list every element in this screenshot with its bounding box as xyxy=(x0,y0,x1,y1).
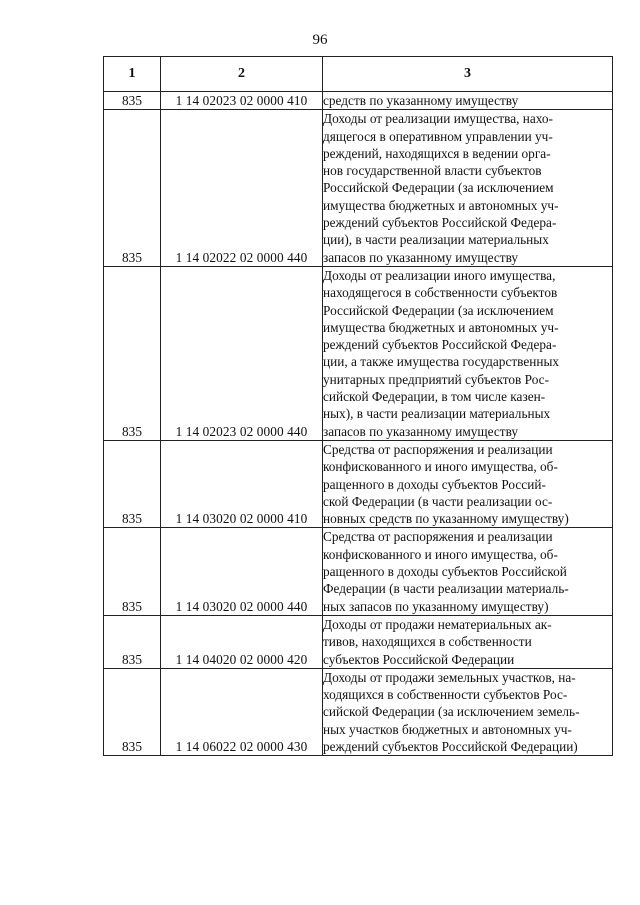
description-line: нов государственной власти субъектов xyxy=(323,163,542,179)
administrator-code-cell: 835 xyxy=(104,92,161,110)
description-line: ращенного в доходы субъектов Россий- xyxy=(323,476,546,492)
description-line: имущества бюджетных и автономных уч- xyxy=(323,197,559,213)
table-row xyxy=(104,440,613,527)
administrator-code-cell: 835 xyxy=(104,110,161,267)
description-line: дящегося в оперативном управлении уч- xyxy=(323,128,553,144)
description-line: унитарных предприятий субъектов Рос- xyxy=(323,371,550,387)
description-line: запасов по указанному имуществу xyxy=(323,423,519,439)
table-body xyxy=(104,92,613,756)
description-line: ных участков бюджетных и автономных уч- xyxy=(323,721,572,737)
description-line: конфискованного и иного имущества, об- xyxy=(323,459,558,475)
description-line: Доходы от реализации имущества, нахо- xyxy=(323,111,553,127)
description-line: сийской Федерации, в том числе казен- xyxy=(323,389,546,405)
revenue-description-cell xyxy=(323,528,613,615)
description-line: средств по указанному имуществу xyxy=(323,93,519,108)
revenue-description-cell xyxy=(323,668,613,755)
description-line: Средства от распоряжения и реализации xyxy=(323,441,553,457)
revenue-code-cell: 1 14 02023 02 0000 440 xyxy=(161,266,323,440)
description-line: реждений субъектов Российской Федера- xyxy=(323,337,557,353)
description-line: ходящихся в собственности субъектов Рос- xyxy=(323,687,568,703)
revenue-code-cell: 1 14 03020 02 0000 410 xyxy=(161,440,323,527)
revenue-code-cell: 1 14 02022 02 0000 440 xyxy=(161,110,323,267)
table-row xyxy=(104,266,613,440)
revenue-code-cell: 1 14 02023 02 0000 410 xyxy=(161,92,323,110)
column-header-2: 2 xyxy=(161,57,323,92)
description-line: тивов, находящихся в собственности xyxy=(323,634,532,650)
description-line: сийской Федерации (за исключением земель- xyxy=(323,704,580,720)
table-row xyxy=(104,615,613,668)
table-row xyxy=(104,92,613,110)
budget-code-table xyxy=(103,56,613,756)
table-row xyxy=(104,528,613,615)
description-line: Доходы от продажи нематериальных ак- xyxy=(323,616,552,632)
administrator-code-cell: 835 xyxy=(104,668,161,755)
revenue-code-cell: 1 14 06022 02 0000 430 xyxy=(161,668,323,755)
description-line: субъектов Российской Федерации xyxy=(323,651,515,667)
revenue-description-cell xyxy=(323,92,613,110)
description-line: реждений субъектов Российской Федера- xyxy=(323,215,557,231)
column-header-3: 3 xyxy=(323,57,613,92)
description-line: Российской Федерации (за исключением xyxy=(323,180,554,196)
description-line: ции, а также имущества государственных xyxy=(323,354,560,370)
description-line: ции), в части реализации материальных xyxy=(323,232,549,248)
description-line: запасов по указанному имуществу xyxy=(323,249,519,265)
description-line: Средства от распоряжения и реализации xyxy=(323,529,553,545)
column-header-1: 1 xyxy=(104,57,161,92)
revenue-code-cell: 1 14 03020 02 0000 440 xyxy=(161,528,323,615)
revenue-description-cell xyxy=(323,440,613,527)
revenue-description-cell xyxy=(323,266,613,440)
table-row xyxy=(104,110,613,267)
description-line: находящегося в собственности субъектов xyxy=(323,285,558,301)
description-line: конфискованного и иного имущества, об- xyxy=(323,546,558,562)
revenue-description-cell xyxy=(323,615,613,668)
description-line: ращенного в доходы субъектов Российской xyxy=(323,564,567,580)
revenue-code-cell: 1 14 04020 02 0000 420 xyxy=(161,615,323,668)
table-header-row xyxy=(104,57,613,92)
description-line: реждений субъектов Российской Федерации) xyxy=(323,738,578,754)
description-line: Федерации (в части реализации материаль- xyxy=(323,581,569,597)
description-line: новных средств по указанному имуществу) xyxy=(323,511,569,527)
page-number: 96 xyxy=(312,32,328,48)
description-line: ных запасов по указанному имуществу) xyxy=(323,598,549,614)
description-line: имущества бюджетных и автономных уч- xyxy=(323,319,559,335)
revenue-description-cell xyxy=(323,110,613,267)
administrator-code-cell: 835 xyxy=(104,266,161,440)
administrator-code-cell: 835 xyxy=(104,440,161,527)
description-line: Российской Федерации (за исключением xyxy=(323,302,554,318)
description-line: Доходы от продажи земельных участков, на- xyxy=(323,669,576,685)
description-line: ской Федерации (в части реализации ос- xyxy=(323,493,553,509)
description-line: реждений, находящихся в ведении орга- xyxy=(323,145,551,161)
description-line: ных), в части реализации материальных xyxy=(323,406,551,422)
table-row xyxy=(104,668,613,755)
description-line: Доходы от реализации иного имущества, xyxy=(323,267,556,283)
administrator-code-cell: 835 xyxy=(104,615,161,668)
administrator-code-cell: 835 xyxy=(104,528,161,615)
